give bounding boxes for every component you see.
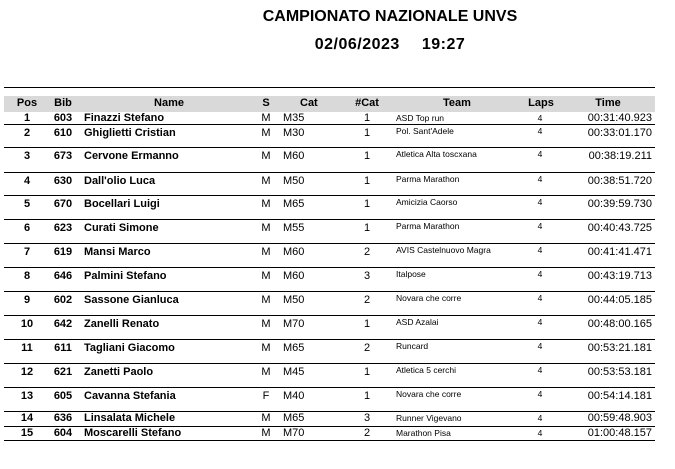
col-header-pos: Pos	[16, 97, 38, 109]
cell-team: AVIS Castelnuovo Magra	[396, 245, 491, 255]
cell-name: Bocellari Luigi	[84, 198, 160, 210]
col-header-cat: Cat	[300, 97, 318, 109]
col-header-bib: Bib	[54, 97, 72, 109]
cell-cat: M30	[283, 127, 305, 139]
cell-pos: 5	[23, 198, 31, 210]
cell-pos: 2	[23, 127, 31, 139]
cell-ncat: 1	[363, 198, 371, 210]
cell-team: ASD Azalai	[396, 317, 439, 327]
cell-ncat: 1	[363, 318, 371, 330]
cell-ncat: 1	[363, 222, 371, 234]
cell-time: 00:40:43.725	[587, 222, 652, 234]
table-row	[4, 412, 655, 427]
cell-sex: M	[261, 427, 271, 439]
cell-sex: M	[261, 318, 271, 330]
cell-laps: 4	[537, 413, 543, 423]
cell-sex: M	[261, 198, 271, 210]
cell-time: 00:38:19.211	[588, 150, 652, 162]
cell-cat: M40	[283, 390, 305, 402]
page-title: CAMPIONATO NAZIONALE UNVS	[262, 8, 518, 25]
cell-cat: M50	[283, 294, 305, 306]
cell-bib: 603	[53, 112, 73, 124]
cell-team: Pol. Sant'Adele	[396, 126, 454, 136]
cell-pos: 15	[20, 427, 34, 439]
cell-bib: 611	[54, 342, 72, 354]
report-date: 02/06/2023	[314, 36, 400, 53]
cell-team: Runcard	[396, 341, 429, 351]
cell-time: 00:43:19.713	[587, 270, 652, 282]
table-row	[4, 244, 655, 268]
cell-bib: 621	[53, 366, 73, 378]
cell-bib: 602	[53, 294, 73, 306]
cell-ncat: 1	[363, 112, 371, 124]
cell-cat: M60	[283, 150, 305, 162]
cell-pos: 14	[20, 412, 34, 424]
cell-ncat: 2	[363, 342, 371, 354]
cell-name: Linsalata Michele	[84, 412, 176, 424]
table-row	[4, 316, 655, 340]
cell-laps: 4	[537, 317, 543, 327]
cell-pos: 10	[20, 318, 34, 330]
col-header-name: Name	[154, 97, 184, 109]
cell-sex: M	[261, 412, 271, 424]
cell-sex: F	[262, 390, 270, 402]
table-row	[4, 173, 655, 196]
cell-bib: 623	[53, 222, 73, 234]
cell-pos: 12	[20, 366, 34, 378]
cell-bib: 604	[53, 427, 73, 439]
cell-sex: M	[261, 294, 271, 306]
cell-sex: M	[261, 222, 271, 234]
cell-name: Tagliani Giacomo	[84, 342, 175, 354]
cell-team: Italpose	[396, 269, 426, 279]
cell-name: Palmini Stefano	[84, 270, 167, 282]
cell-laps: 4	[537, 389, 543, 399]
cell-cat: M55	[283, 222, 305, 234]
top-divider	[4, 87, 655, 88]
cell-cat: M60	[283, 270, 305, 282]
table-row	[4, 340, 655, 364]
cell-name: Cavanna Stefania	[84, 390, 176, 402]
cell-pos: 7	[23, 246, 31, 258]
cell-name: Mansi Marco	[84, 246, 151, 258]
cell-time: 00:33:01.170	[587, 127, 652, 139]
cell-laps: 4	[537, 113, 543, 123]
cell-ncat: 3	[363, 270, 371, 282]
date-time-line	[0, 36, 675, 54]
table-row	[4, 268, 655, 292]
cell-laps: 4	[537, 293, 543, 303]
cell-name: Moscarelli Stefano	[84, 427, 182, 439]
cell-bib: 619	[53, 246, 73, 258]
cell-team: Marathon Pisa	[396, 428, 451, 438]
cell-team: Novara che corre	[396, 293, 462, 303]
results-table	[4, 112, 655, 441]
cell-ncat: 2	[363, 246, 371, 258]
cell-cat: M70	[283, 427, 305, 439]
cell-pos: 6	[23, 222, 31, 234]
cell-pos: 8	[23, 270, 31, 282]
cell-pos: 9	[23, 294, 31, 306]
cell-bib: 630	[53, 175, 73, 187]
table-header	[4, 96, 655, 112]
table-row	[4, 364, 655, 388]
cell-time: 00:39:59.730	[587, 198, 652, 210]
cell-bib: 636	[53, 412, 73, 424]
cell-name: Zanelli Renato	[84, 318, 160, 330]
cell-team: ASD Top run	[396, 113, 445, 123]
cell-cat: M45	[283, 366, 305, 378]
cell-time: 00:31:40.923	[587, 112, 652, 124]
cell-team: Runner Vigevano	[396, 413, 462, 423]
cell-cat: M65	[283, 342, 305, 354]
cell-ncat: 2	[363, 294, 371, 306]
cell-team: Parma Marathon	[396, 174, 460, 184]
cell-laps: 4	[537, 428, 543, 438]
cell-bib: 673	[53, 150, 73, 162]
cell-laps: 4	[537, 341, 543, 351]
cell-cat: M70	[283, 318, 305, 330]
table-row	[4, 196, 655, 220]
cell-bib: 646	[53, 270, 73, 282]
col-header-team: Team	[443, 97, 471, 109]
cell-ncat: 3	[363, 412, 371, 424]
cell-time: 00:54:14.181	[587, 390, 652, 402]
cell-bib: 642	[53, 318, 73, 330]
cell-time: 00:53:53.181	[587, 366, 652, 378]
cell-laps: 4	[537, 149, 543, 159]
cell-ncat: 1	[363, 150, 371, 162]
cell-sex: M	[261, 127, 271, 139]
table-row	[4, 112, 655, 125]
cell-name: Cervone Ermanno	[84, 150, 179, 162]
cell-sex: M	[261, 342, 271, 354]
table-row	[4, 427, 655, 441]
cell-cat: M65	[283, 198, 305, 210]
cell-name: Zanetti Paolo	[84, 366, 154, 378]
cell-team: Atletica Alta toscxana	[396, 149, 477, 159]
cell-bib: 605	[53, 390, 73, 402]
cell-time: 00:59:48.903	[587, 412, 652, 424]
report-time: 19:27	[421, 36, 466, 53]
cell-name: Sassone Gianluca	[84, 294, 179, 306]
cell-team: Amicizia Caorso	[396, 197, 458, 207]
cell-sex: M	[261, 246, 271, 258]
cell-team: Atletica 5 cerchi	[396, 365, 456, 375]
cell-laps: 4	[537, 221, 543, 231]
cell-name: Dall'olio Luca	[84, 175, 156, 187]
cell-laps: 4	[537, 245, 543, 255]
cell-time: 00:44:05.185	[587, 294, 652, 306]
cell-sex: M	[261, 175, 271, 187]
cell-cat: M65	[283, 412, 305, 424]
cell-laps: 4	[537, 269, 543, 279]
cell-laps: 4	[537, 365, 543, 375]
cell-pos: 1	[23, 112, 31, 124]
cell-ncat: 1	[363, 366, 371, 378]
cell-ncat: 1	[363, 175, 371, 187]
table-row	[4, 125, 655, 148]
cell-ncat: 1	[363, 127, 371, 139]
table-row	[4, 292, 655, 316]
cell-team: Parma Marathon	[396, 221, 460, 231]
cell-sex: M	[261, 270, 271, 282]
cell-name: Ghiglietti Cristian	[84, 127, 176, 139]
cell-cat: M35	[283, 112, 305, 124]
cell-sex: M	[261, 112, 271, 124]
cell-name: Finazzi Stefano	[84, 112, 165, 124]
cell-bib: 670	[53, 198, 73, 210]
table-row	[4, 148, 655, 173]
cell-pos: 13	[20, 390, 34, 402]
cell-laps: 4	[537, 126, 543, 136]
cell-time: 00:38:51.720	[587, 175, 652, 187]
cell-time: 00:48:00.165	[587, 318, 652, 330]
cell-bib: 610	[53, 127, 73, 139]
col-header-sex: S	[262, 97, 270, 109]
cell-sex: M	[261, 150, 271, 162]
cell-ncat: 1	[363, 390, 371, 402]
cell-team: Novara che corre	[396, 389, 462, 399]
col-header-laps: Laps	[528, 97, 554, 109]
cell-cat: M50	[283, 175, 305, 187]
table-row	[4, 388, 655, 412]
cell-time: 00:53:21.181	[587, 342, 652, 354]
cell-time: 00:41:41.471	[587, 246, 652, 258]
cell-laps: 4	[537, 174, 543, 184]
col-header-time: Time	[595, 97, 621, 109]
cell-pos: 3	[23, 150, 31, 162]
cell-time: 01:00:48.157	[587, 427, 652, 439]
cell-laps: 4	[537, 197, 543, 207]
cell-name: Curati Simone	[84, 222, 159, 234]
col-header-ncat: #Cat	[355, 97, 379, 109]
cell-pos: 11	[21, 342, 33, 354]
cell-sex: M	[261, 366, 271, 378]
cell-ncat: 2	[363, 427, 371, 439]
cell-pos: 4	[23, 175, 31, 187]
table-row	[4, 220, 655, 244]
cell-cat: M60	[283, 246, 305, 258]
